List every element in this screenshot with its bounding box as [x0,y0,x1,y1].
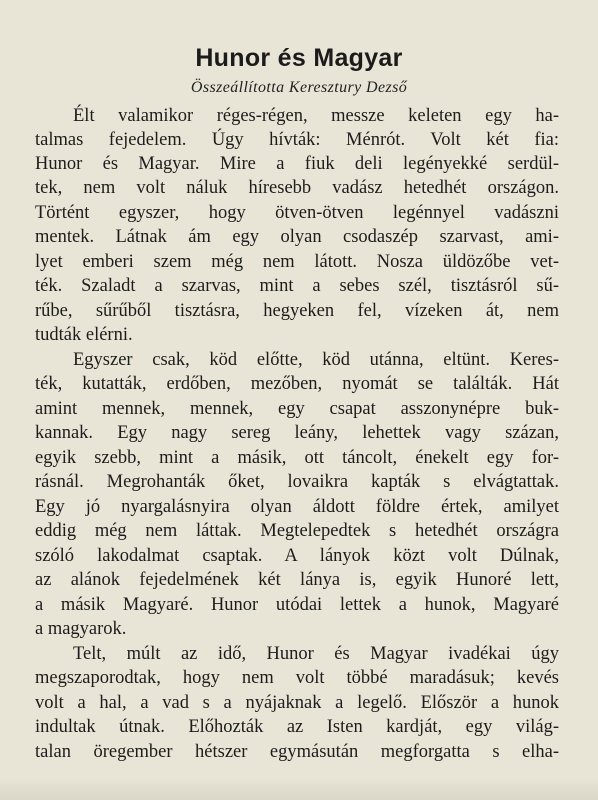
text-line: a másik Magyaré. Hunor utódai lettek a hunok, Magyaré [35,595,559,615]
text-line: talmas fejedelem. Úgy hívták: Ménrót. Volt két fia: [35,130,559,150]
text-line: indultak útnak. Előhozták az Isten kardját, egy világ- [35,717,559,737]
text-line: egyik szebb, mint a másik, ott táncolt, énekelt egy for- [35,448,559,468]
text-line: a magyarok. [35,619,127,639]
text-line: Történt egyszer, hogy ötven-ötven legénnyel vadászni [35,203,559,223]
text-line: rűbe, sűrűből tisztásra, hegyeken fel, vízeken át, nem [35,301,559,321]
author-byline: Összeállította Keresztury Dezső [190,79,408,96]
page-edge-shadow [0,778,598,800]
text-line: az alánok fejedelmének két lánya is, egyik Hunoré lett, [35,570,559,590]
text-line: Egyszer csak, köd előtte, köd utánna, eltünt. Keres- [73,350,559,370]
text-line: kannak. Egy nagy sereg leány, lehettek vagy százan, [35,423,559,443]
page-title: Hunor és Magyar [195,44,403,72]
text-line: rásnál. Megrohanták őket, lovaikra kapták s elvágtattak. [35,472,559,492]
text-line: ték, kutatták, erdőben, mezőben, nyomát se találták. Hát [35,374,559,394]
text-line: ték. Szaladt a szarvas, mint a sebes szél, tisztásról sű- [35,276,559,296]
text-line: talan öregember hétszer egymásután megforgatta s elha- [35,742,559,762]
text-line: megszaporodtak, hogy nem volt többé maradásuk; kevés [35,668,559,688]
text-line: lyet emberi szem még nem látott. Nosza üldözőbe vet- [35,252,559,272]
text-line: tudták elérni. [35,325,133,345]
text-line: tek, nem volt náluk híresebb vadász hetedhét országon. [35,178,559,198]
text-line: Telt, múlt az idő, Hunor és Magyar ivadékai úgy [73,644,559,664]
text-line: Élt valamikor réges-régen, messze keleten egy ha- [73,106,559,126]
text-line: amint mennek, mennek, egy csapat asszonynépre buk- [35,399,559,419]
text-line: mentek. Látnak ám egy olyan csodaszép szarvast, ami- [35,227,559,247]
text-line: volt a hal, a vad s a nyájaknak a legelő. Először a hunok [35,693,559,713]
text-line: eddig még nem láttak. Megtelepedtek s hetedhét országra [35,521,559,541]
text-line: Egy jó nyargalásnyira olyan áldott földre értek, amilyet [35,497,559,517]
text-line: Hunor és Magyar. Mire a fiuk deli legényekké serdül- [35,154,559,174]
text-line: szóló lakodalmat csaptak. A lányok közt volt Dúlnak, [35,546,559,566]
